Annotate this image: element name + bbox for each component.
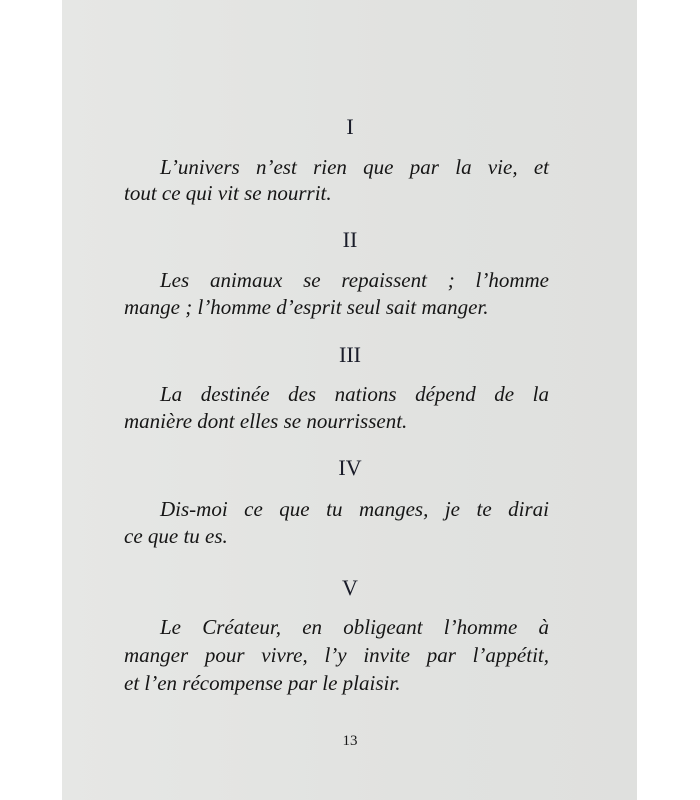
section-numeral: V bbox=[342, 575, 358, 600]
aphorism-line: manière dont elles se nourrissent. bbox=[124, 409, 408, 433]
aphorism-line: manger pour vivre, l’y invite par l’appétit, bbox=[124, 643, 549, 667]
aphorism-line: tout ce qui vit se nourrit. bbox=[124, 181, 332, 205]
section-numeral: IV bbox=[338, 455, 362, 480]
aphorism-line: Le Créateur, en obligeant l’homme à bbox=[160, 615, 549, 639]
aphorism-line: L’univers n’est rien que par la vie, et bbox=[160, 155, 549, 179]
aphorism-line: et l’en récompense par le plaisir. bbox=[124, 671, 401, 695]
section-numeral: I bbox=[346, 114, 354, 139]
aphorism-line: Dis-moi ce que tu manges, je te dirai bbox=[160, 497, 549, 521]
aphorism-line: Les animaux se repaissent ; l’homme bbox=[160, 268, 549, 292]
aphorism-line: mange ; l’homme d’esprit seul sait manger. bbox=[124, 295, 489, 319]
section-numeral: III bbox=[339, 342, 361, 367]
page-number: 13 bbox=[342, 733, 358, 749]
section-numeral: II bbox=[342, 227, 358, 252]
aphorism-line: La destinée des nations dépend de la bbox=[160, 382, 549, 406]
aphorism-line: ce que tu es. bbox=[124, 524, 228, 548]
